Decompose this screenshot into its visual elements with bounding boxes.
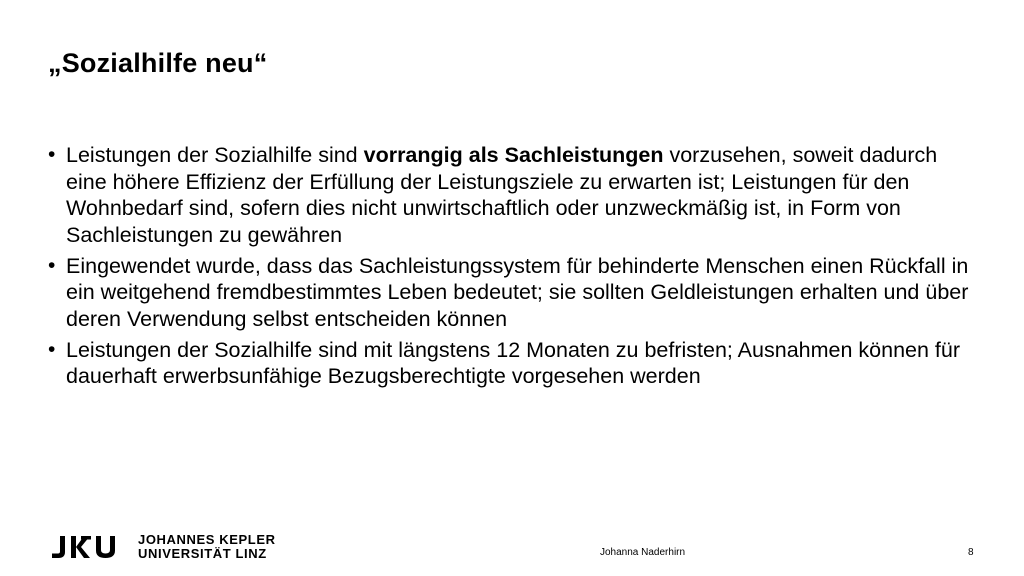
page-number: 8: [968, 547, 974, 558]
bullet-1-text-end: vorzusehen, soweit dadurch eine höhere Effizienz der Erfüllung der Leistungsziele zu erwarten ist; Leistungen für den Wohnbedarf sind, sofern dies nicht unwirtschaftlich oder unzweckmäßig ist, in Form von Sachleistungen zu gewähren: [66, 143, 938, 247]
bullet-item-2: [48, 253, 978, 333]
bullet-item-1: [48, 142, 978, 248]
logo-line-2: UNIVERSITÄT LINZ: [138, 546, 267, 561]
slide-title: „Sozialhilfe neu“: [48, 48, 268, 78]
jku-logo: [50, 531, 276, 563]
jku-logo-text: [138, 533, 276, 561]
bullet-3-text: Leistungen der Sozialhilfe sind mit längstens 12 Monaten zu befristen; Ausnahmen können für dauerhaft erwerbsunfähige Bezugsberechtigte vorgesehen werden: [66, 337, 961, 388]
bullet-item-3: [48, 337, 978, 390]
bullet-list: [48, 142, 978, 394]
footer-author: Johanna Naderhirn: [600, 547, 686, 558]
bullet-2-text: Eingewendet wurde, dass das Sachleistungssystem für behinderte Menschen einen Rückfall in ein weitgehend fremdbestimmtes Leben bedeutet; sie sollten Geldleistungen erhalten und über deren Verwendung selbst entscheiden können: [66, 253, 969, 331]
bullet-icon: •: [48, 337, 56, 361]
bullet-1-text-start: Leistungen der Sozialhilfe sind: [66, 143, 364, 167]
bullet-icon: •: [48, 253, 56, 277]
jku-logo-mark-icon: [50, 534, 126, 560]
bullet-1-emphasis: vorrangig als Sachleistungen: [363, 143, 664, 167]
logo-line-1: JOHANNES KEPLER: [138, 532, 276, 547]
bullet-icon: •: [48, 143, 56, 166]
